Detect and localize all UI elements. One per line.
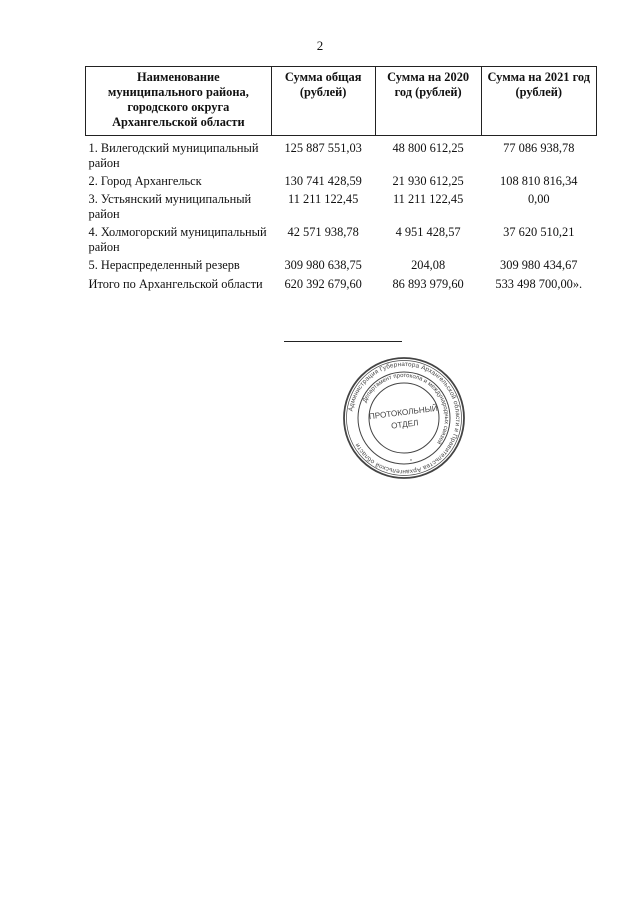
sum-2021-cell: 533 498 700,00». [495, 276, 583, 291]
sum-2021-cell: 108 810 816,34 [500, 173, 578, 188]
header-sum-2021: Сумма на 2021 год (рублей) [481, 67, 596, 136]
header-district-name: Наименование муниципального района, городского округа Архангельской области [86, 67, 272, 136]
district-name-cell: 4. Холмогорский муниципальный район [88, 225, 267, 255]
total-label-cell: Итого по Архангельской области [88, 276, 263, 291]
stamp-star-mark: * [410, 459, 412, 465]
sum-2020-cell: 86 893 979,60 [392, 276, 464, 291]
sum-2020-cell: 4 951 428,57 [395, 225, 461, 240]
table-row [86, 257, 597, 275]
stamp-center-line-2: ОТДЕЛ [390, 418, 419, 431]
sum-2020-cell: 21 930 612,25 [392, 173, 464, 188]
sum-2020-cell: 11 211 122,45 [392, 191, 464, 206]
table-row [86, 135, 597, 173]
district-name-cell: 1. Вилегодский муниципальный район [88, 140, 259, 170]
district-name-cell: 5. Нераспределенный резерв [88, 258, 240, 273]
district-name-cell: 3. Устьянский муниципальный район [88, 191, 252, 221]
table-row [86, 191, 597, 224]
sum-2020-cell: 48 800 612,25 [392, 140, 464, 155]
stamp-inner-ring-text: Департамент протокола и международных связей [362, 372, 450, 445]
table-total-row [86, 276, 597, 294]
sum-2021-cell: 77 086 938,78 [503, 140, 575, 155]
sum-2021-cell: 37 620 510,21 [503, 225, 575, 240]
sum-2021-cell: 309 980 434,67 [500, 258, 578, 273]
stamp-outer-ring-text: Администрация Губернатора Архангельской области и Правительства Архангельской области [347, 360, 462, 476]
sum-2020-cell: 204,08 [411, 258, 446, 273]
total-sum-cell: 42 571 938,78 [287, 225, 359, 240]
total-sum-cell: 11 211 122,45 [288, 191, 359, 206]
budget-allocation-table [85, 66, 597, 294]
signature-divider-line [284, 341, 402, 342]
total-sum-cell: 125 887 551,03 [284, 140, 362, 155]
table-row [86, 224, 597, 257]
header-sum-2020: Сумма на 2020 год (рублей) [375, 67, 481, 136]
total-sum-cell: 620 392 679,60 [284, 276, 362, 291]
page-number: 2 [316, 38, 324, 53]
district-name-cell: 2. Город Архангельск [88, 173, 202, 188]
total-sum-cell: 309 980 638,75 [284, 258, 362, 273]
official-round-stamp [341, 355, 467, 481]
table-row [86, 173, 597, 191]
table-header-row [86, 67, 597, 136]
stamp-center-line-1: ПРОТОКОЛЬНЫЙ [368, 403, 439, 422]
total-sum-cell: 130 741 428,59 [284, 173, 362, 188]
sum-2021-cell: 0,00 [527, 191, 550, 206]
header-total-sum: Сумма общая (рублей) [271, 67, 375, 136]
